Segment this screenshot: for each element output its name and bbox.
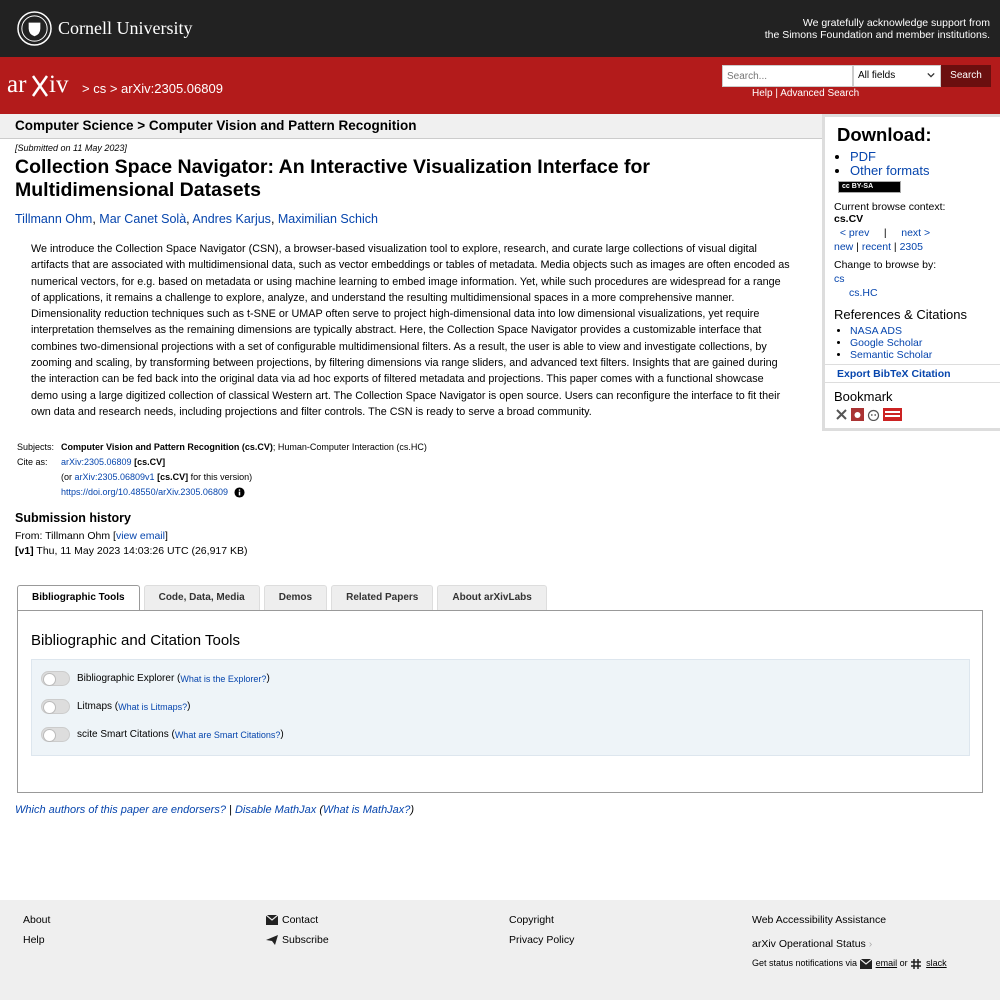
cite-category: [cs.CV] [134, 457, 166, 467]
chevron-right-icon: › [868, 938, 873, 950]
tool-name: Bibliographic Explorer [77, 673, 175, 684]
submitted-date: [Submitted on 11 May 2023] [15, 143, 127, 153]
from-suffix: ] [164, 530, 168, 542]
browse-cshc-link[interactable]: cs.HC [849, 287, 878, 299]
endorsers-line: Which authors of this paper are endorsers? | Disable MathJax (What is MathJax?) [15, 804, 415, 816]
refs-list [834, 325, 932, 361]
new-link[interactable]: new [834, 241, 854, 253]
notif-prefix: Get status notifications via [752, 958, 858, 968]
browse-cs-link[interactable]: cs [834, 273, 845, 285]
category-heading: Computer Science > Computer Vision and Pattern Recognition [15, 118, 417, 133]
primary-subject: Computer Vision and Pattern Recognition (cs.CV) [61, 442, 273, 452]
footer-col-3 [509, 914, 574, 954]
prev-link[interactable]: < prev [839, 227, 870, 239]
author-link[interactable]: Tillmann Ohm [15, 212, 93, 226]
change-browse-label: Change to browse by: [834, 259, 937, 271]
cite-v1-link[interactable]: arXiv:2305.06809v1 [74, 472, 155, 482]
endorsers-link[interactable]: Which authors of this paper are endorsers? [15, 804, 226, 816]
change-browse [834, 258, 936, 300]
bookmark-title: Bookmark [834, 389, 893, 404]
footer-col-1 [23, 914, 50, 954]
scite-toggle[interactable] [41, 727, 70, 742]
email-notif-link[interactable]: email [875, 958, 898, 968]
svg-text:ar: ar [7, 71, 27, 98]
author-link[interactable]: Mar Canet Solà [99, 212, 187, 226]
export-bibtex [825, 364, 1000, 383]
explorer-toggle[interactable] [41, 671, 70, 686]
browse-context [834, 201, 945, 225]
about-link[interactable]: About [23, 914, 51, 926]
view-email-link[interactable]: view email [115, 530, 165, 542]
what-mathjax-link[interactable]: What is MathJax? [323, 804, 411, 816]
sciencewise-icon[interactable] [883, 408, 902, 421]
arxiv-header [0, 57, 1000, 114]
browse-context-label: Current browse context: [834, 201, 946, 213]
tab-about-arxivlabs[interactable]: About arXivLabs [437, 585, 546, 610]
tool-row-explorer: Bibliographic Explorer ( What is the Explorer? ) [41, 671, 270, 686]
slack-link[interactable]: slack [926, 958, 947, 968]
version-text: Thu, 11 May 2023 14:03:26 UTC (26,917 KB) [33, 545, 248, 557]
labs-tabs [17, 585, 551, 611]
subscribe-link[interactable]: Subscribe [282, 934, 329, 946]
help-links: Help | Advanced Search [752, 88, 860, 99]
copyright-link[interactable]: Copyright [509, 914, 554, 926]
chevron-down-icon [927, 71, 935, 79]
tool-name: Litmaps [77, 701, 113, 712]
footer-col-4 [752, 914, 947, 977]
download-title: Download: [837, 124, 932, 145]
tool-row-litmaps: Litmaps ( What is Litmaps? ) [41, 699, 191, 714]
submission-from [15, 530, 168, 542]
recent-link[interactable]: recent [861, 241, 892, 253]
other-formats-link[interactable]: Other formats [850, 163, 930, 178]
tab-bibliographic-tools[interactable]: Bibliographic Tools [17, 585, 140, 611]
explorer-info-link[interactable]: What is the Explorer? [180, 673, 267, 684]
year-link[interactable]: 2305 [899, 241, 923, 253]
envelope-icon [860, 959, 872, 969]
tool-name: scite Smart Citations [77, 729, 169, 740]
panel-title: Bibliographic and Citation Tools [31, 632, 241, 649]
next-link[interactable]: next > [901, 227, 931, 239]
tab-code-data-media[interactable]: Code, Data, Media [144, 585, 260, 610]
advanced-search-link[interactable]: Advanced Search [780, 88, 860, 99]
abstract: We introduce the Collection Space Navigator (CSN), a browser-based visualization tool to explore, research, and curate large collections of visual digital artifacts that are associated with multidimensional data, such as vector embeddings or tables of metadata. Media objects such as images are often encoded as numerical vectors, for e.g. based on metadata or using machine learning to embed image information. Yet, while such procedures are widespread for a range of applications, it remains a challenge to explore, analyze, and understand the resulting multidimensional spaces in a more comprehensive manner. Dimensionality reduction techniques such as t-SNE or UMAP often serve to project high-dimensional data into low dimensional visualizations, yet require interpretation themselves as the remaining dimensions are typically abstract. Here, the Collection Space Navigator provides a customizable interface that combines two-dimensional projections with a set of configurable multidimensional filters. As a result, the user is able to view and investigate collections, by zooming and scaling, by transforming between projections, by filtering dimensions via range sliders, and advanced text filters. Insights that are gained during the interaction can be fed back into the original data via ad hoc exports of filtered metadata and projections. This paper comes with a functional showcase demo using a large digitized collection of classical Western art. The Collection Space Navigator is open source. Users can reconfigure the interface to fit their own data and research needs, including projections and filter controls. The CSN is ready to serve a broad community. [31, 243, 790, 418]
disable-mathjax-link[interactable]: Disable MathJax [234, 804, 317, 816]
semantic-scholar-link[interactable]: Semantic Scholar [850, 349, 933, 361]
litmaps-toggle[interactable] [41, 699, 70, 714]
accessibility-link[interactable]: Web Accessibility Assistance [752, 914, 887, 926]
litmaps-info-link[interactable]: What is Litmaps? [118, 701, 188, 712]
pdf-link[interactable]: PDF [850, 149, 876, 164]
cornell-logo[interactable] [17, 11, 192, 46]
separator: | [225, 804, 235, 816]
contact-link[interactable]: Contact [282, 914, 319, 926]
search-input[interactable] [722, 65, 853, 87]
search-button[interactable]: Search [941, 65, 991, 87]
google-scholar-link[interactable]: Google Scholar [850, 337, 923, 349]
export-bibtex-link[interactable]: Export BibTeX Citation [837, 368, 951, 380]
paper-plane-icon [266, 935, 278, 945]
other-subject: ; Human-Computer Interaction (cs.HC) [272, 442, 427, 452]
info-icon[interactable] [234, 487, 245, 498]
pipe: | [883, 227, 887, 239]
from-prefix: From: Tillmann Ohm [ [15, 530, 116, 542]
tools-box [31, 659, 970, 756]
nasa-ads-link[interactable]: NASA ADS [850, 325, 902, 337]
privacy-link[interactable]: Privacy Policy [509, 934, 575, 946]
or-text: or [899, 958, 908, 968]
author-link[interactable]: Andres Karjus [192, 212, 271, 226]
footer-help-link[interactable]: Help [23, 934, 45, 946]
envelope-icon [266, 915, 278, 925]
license-badge[interactable]: cc BY-SA [838, 181, 901, 193]
browse-context-value: cs.CV [834, 213, 864, 225]
top-header [0, 0, 1000, 57]
bibsonomy-icon[interactable] [835, 408, 848, 421]
paper-title: Collection Space Navigator: An Interactive Visualization Interface for Multidimensional Datasets [15, 156, 650, 201]
doi-link[interactable]: https://doi.org/10.48550/arXiv.2305.06809 [61, 487, 228, 497]
arxiv-logo-icon[interactable] [7, 70, 79, 100]
footer-col-2 [266, 914, 329, 954]
svg-text:iv: iv [49, 71, 69, 98]
cornell-name: Cornell University [58, 18, 193, 38]
right-sidebar [822, 114, 1000, 431]
refs-title: References & Citations [834, 307, 967, 322]
cite-label: Cite as: [17, 457, 48, 467]
tab-demos[interactable]: Demos [264, 585, 327, 610]
cite-v1-category: [cs.CV] [157, 472, 189, 482]
reddit-icon[interactable] [867, 408, 880, 421]
support-line-1: We gratefully acknowledge support from [802, 17, 990, 29]
submission-history-title: Submission history [15, 511, 131, 525]
cite-version-text: for this version) [188, 472, 253, 482]
status-link[interactable]: arXiv Operational Status [752, 938, 866, 950]
metadata-table [17, 441, 427, 501]
cite-or: (or [61, 472, 75, 482]
cornell-seal-icon [17, 11, 52, 46]
subheader [0, 114, 822, 139]
scite-info-link[interactable]: What are Smart Citations? [174, 729, 281, 740]
tab-related-papers[interactable]: Related Papers [331, 585, 433, 610]
help-link[interactable]: Help [752, 88, 773, 99]
bookmark-icons [835, 408, 902, 421]
tool-row-scite: scite Smart Citations ( What are Smart Citations? ) [41, 727, 284, 742]
author-link[interactable]: Maximilian Schich [277, 212, 378, 226]
submission-v1 [15, 545, 248, 557]
search-field-select[interactable] [853, 65, 941, 87]
authors: Tillmann Ohm, Mar Canet Solà, Andres Karjus, Maximilian Schich [15, 212, 378, 226]
subjects-label: Subjects: [17, 442, 55, 452]
breadcrumb[interactable] [82, 81, 223, 96]
tab-panel [17, 610, 983, 793]
slack-icon [910, 959, 922, 969]
download-list [836, 150, 929, 178]
version-label: [v1] [15, 545, 34, 557]
mendeley-icon[interactable] [851, 408, 864, 421]
footer [0, 900, 1000, 1000]
breadcrumb-text[interactable]: > cs > arXiv:2305.06809 [82, 81, 223, 96]
support-line-2: the Simons Foundation and member institutions. [764, 29, 990, 41]
cite-id-link[interactable]: arXiv:2305.06809 [61, 457, 132, 467]
support-text [765, 17, 990, 41]
search-field-value: All fields [858, 70, 896, 81]
browse-links: < prev | next > new | recent | 2305 [834, 227, 931, 253]
